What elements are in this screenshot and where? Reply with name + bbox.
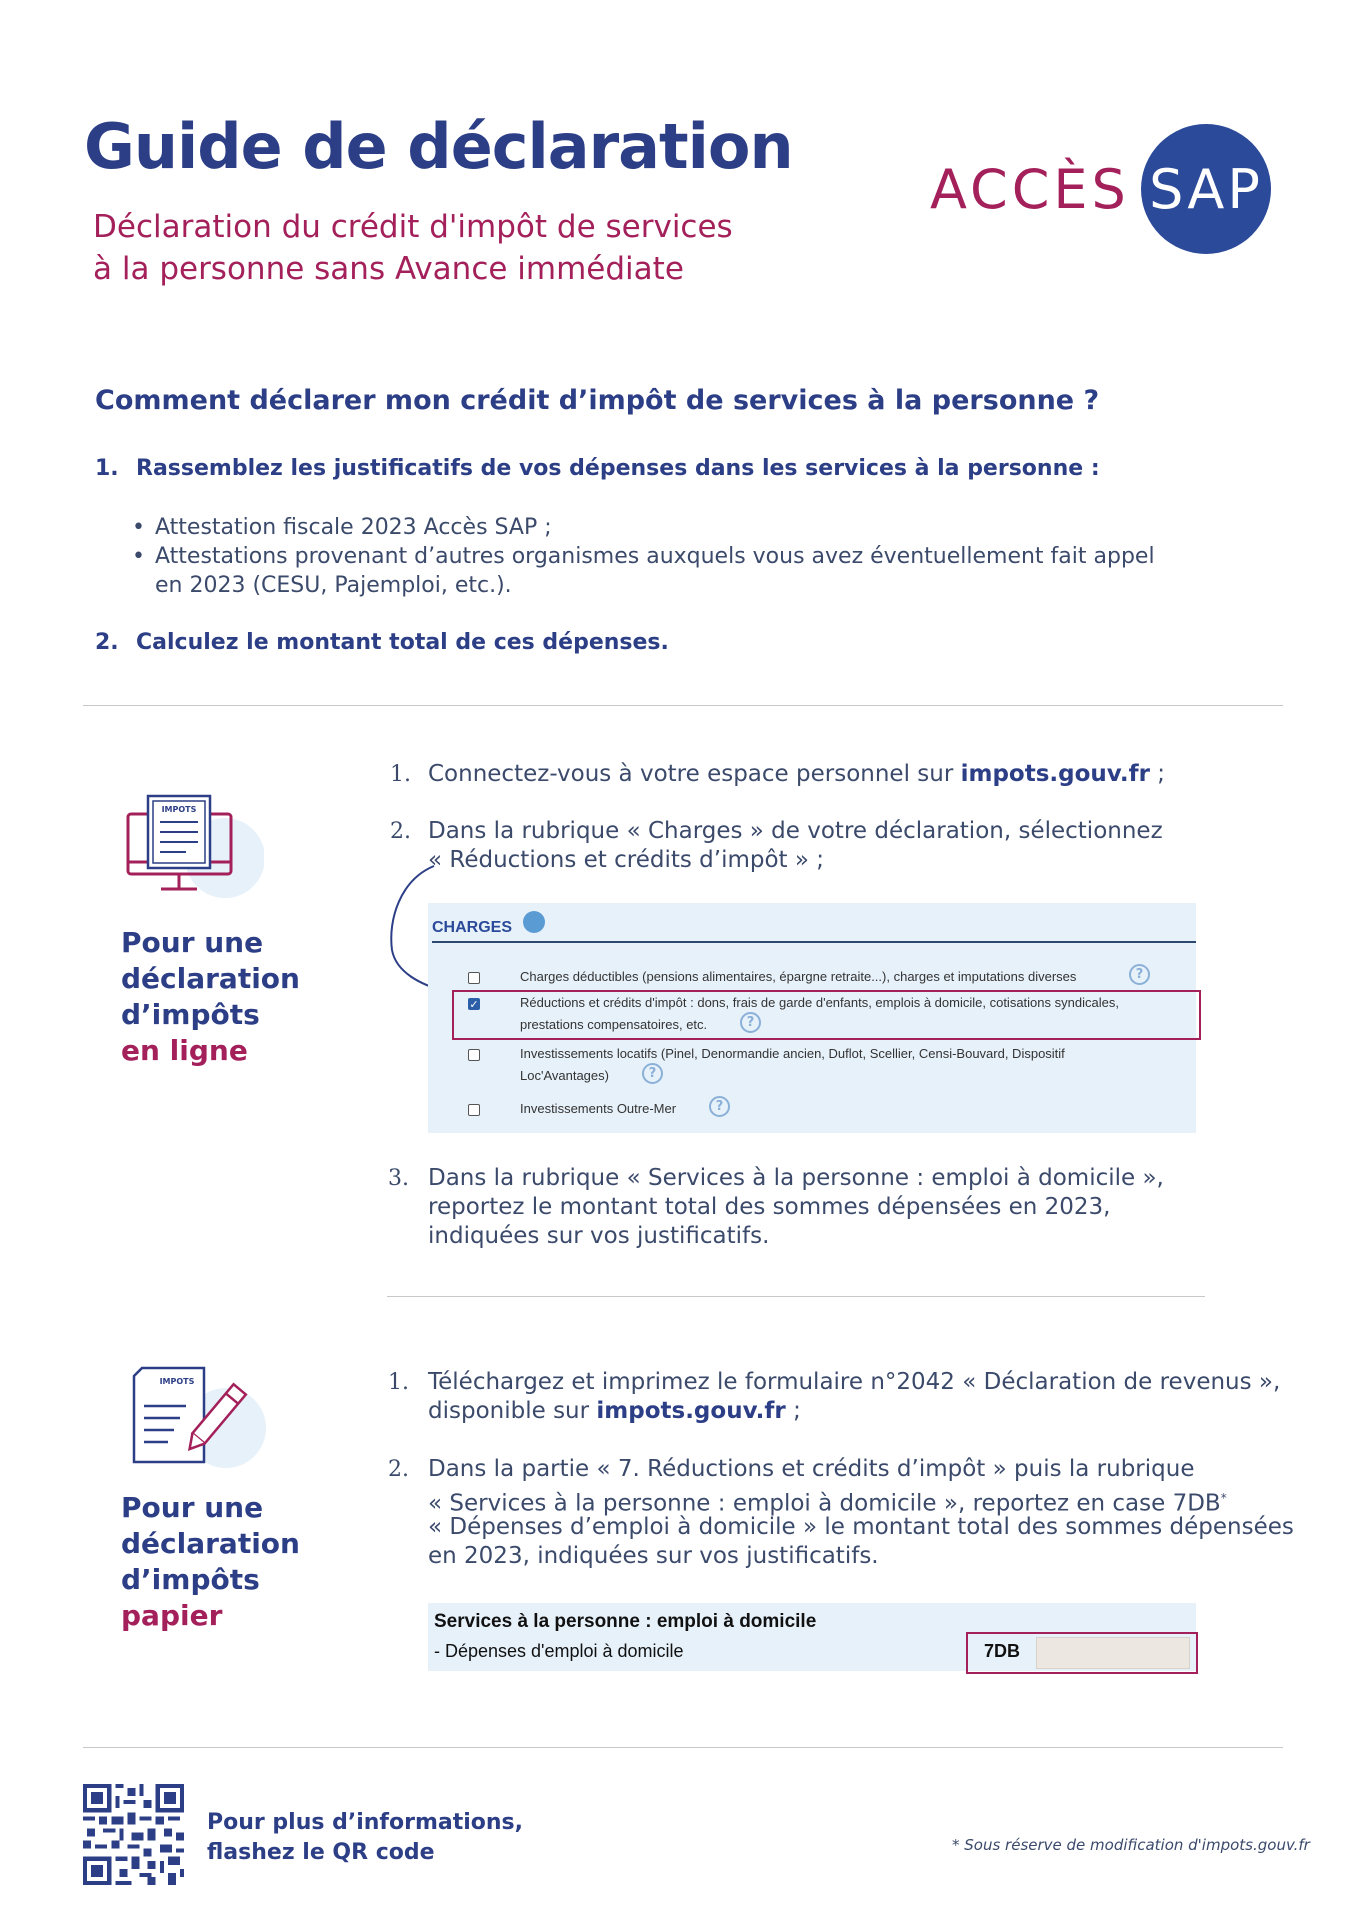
paper-step-1-end: ; [785, 1398, 801, 1424]
step-2-text: Calculez le montant total de ces dépenses. [136, 630, 669, 655]
checkbox-outre-mer[interactable] [468, 1104, 480, 1116]
form-7db-title: Services à la personne : emploi à domicile [434, 1611, 817, 1632]
bullet-dot-2: • [132, 544, 145, 569]
online-step-1-end: ; [1150, 761, 1166, 787]
logo-acces-text: ACCÈS [930, 158, 1130, 221]
paper-label-l1: Pour une [121, 1491, 264, 1524]
divider-2 [387, 1296, 1205, 1297]
qr-caption-line-2: flashez le QR code [207, 1840, 435, 1865]
paper-icon-label: IMPOTS [159, 1377, 195, 1386]
online-step-2-line-1: Dans la rubrique « Charges » de votre déclaration, sélectionnez [428, 818, 1163, 844]
online-step-1 [428, 760, 1165, 789]
online-label-accent: en ligne [121, 1034, 248, 1067]
checkbox-charges-deductibles[interactable] [468, 972, 480, 984]
online-step-3-number: 3. [388, 1166, 409, 1191]
checkbox-investissements-locatifs[interactable] [468, 1049, 480, 1061]
online-step-2-line-2: « Réductions et crédits d’impôt » ; [428, 847, 825, 873]
form-7db-subtitle: - Dépenses d'emploi à domicile [434, 1641, 684, 1661]
icon-label: IMPOTS [161, 805, 197, 814]
subtitle-line-1: Déclaration du crédit d'impôt de services [93, 209, 733, 245]
qr-code[interactable] [83, 1784, 184, 1885]
bullet-dot-1: • [132, 515, 145, 540]
charges-title: CHARGES [432, 919, 513, 936]
step-1-text: Rassemblez les justificatifs de vos dépenses dans les services à la personne : [136, 456, 1100, 481]
paper-impots-link[interactable]: impots.gouv.fr [596, 1398, 786, 1424]
row-locatifs-line-2: Loc'Avantages) [520, 1068, 609, 1083]
bullet-2-line-1: Attestations provenant d’autres organismes auxquels vous avez éventuellement fait appel [155, 544, 1155, 569]
form-7db-input[interactable] [1036, 1637, 1190, 1669]
subtitle-line-2: à la personne sans Avance immédiate [93, 251, 684, 287]
online-label-l3: d’impôts [121, 998, 260, 1031]
row-reductions-line-2: prestations compensatoires, etc. [520, 1017, 708, 1032]
paper-step-2-line-3: « Dépenses d’emploi à domicile » le montant total des sommes dépensées [428, 1514, 1294, 1540]
divider-3 [83, 1747, 1283, 1748]
paper-label [121, 1490, 300, 1634]
online-step-3-line-1: Dans la rubrique « Services à la personne : emploi à domicile », [428, 1165, 1164, 1191]
qr-caption [207, 1808, 523, 1868]
row-outre-mer: Investissements Outre-Mer [520, 1101, 677, 1116]
help-bubble-icon [523, 911, 545, 933]
help-icon-row2[interactable]: ? [740, 1012, 761, 1033]
paper-step-1-line-1: Téléchargez et imprimez le formulaire n°2042 « Déclaration de revenus », [428, 1369, 1281, 1395]
page-title: Guide de déclaration [84, 110, 793, 183]
online-step-3-line-2: reportez le montant total des sommes dépensées en 2023, [428, 1194, 1111, 1220]
footnote: * Sous réserve de modification d'impots.gouv.fr [952, 1836, 1310, 1854]
logo-sap-text: SAP [1149, 158, 1263, 221]
paper-step-2-line-4: en 2023, indiquées sur vos justificatifs. [428, 1543, 879, 1569]
step-1-number: 1. [95, 456, 119, 481]
row-reductions-line-1: Réductions et crédits d'impôt : dons, frais de garde d'enfants, emplois à domicile, cotisations syndicales, [520, 995, 1119, 1010]
online-step-2-number: 2. [390, 819, 411, 844]
footnote-marker: * [1220, 1491, 1227, 1505]
paper-step-2-line-1: Dans la partie « 7. Réductions et crédits d’impôt » puis la rubrique [428, 1456, 1195, 1482]
online-label [121, 925, 300, 1069]
paper-step-1-line-2 [428, 1397, 801, 1426]
online-label-l1: Pour une [121, 926, 264, 959]
computer-tax-icon [124, 790, 264, 910]
divider-1 [83, 705, 1283, 706]
help-icon-row1[interactable]: ? [1129, 964, 1150, 985]
row-charges-deductibles: Charges déductibles (pensions alimentaires, épargne retraite...), charges et imputations diverses [520, 969, 1077, 984]
charges-underline [432, 941, 1196, 943]
paper-label-l2: déclaration [121, 1527, 300, 1560]
page-subtitle [93, 206, 813, 290]
paper-form-icon [128, 1362, 268, 1482]
online-label-l2: déclaration [121, 962, 300, 995]
step-2-number: 2. [95, 630, 119, 655]
impots-link[interactable]: impots.gouv.fr [960, 761, 1150, 787]
reductions-highlight-frame [452, 990, 1201, 1040]
paper-step-1-line-2-text: disponible sur [428, 1398, 597, 1424]
online-step-1-text: Connectez-vous à votre espace personnel sur [428, 761, 961, 787]
help-icon-row3[interactable]: ? [642, 1063, 663, 1084]
section-heading: Comment déclarer mon crédit d’impôt de services à la personne ? [95, 385, 1100, 416]
paper-step-1-number: 1. [388, 1370, 409, 1395]
paper-step-2-line-2-text: « Services à la personne : emploi à domicile », reportez en case 7DB [428, 1490, 1221, 1517]
online-step-3-line-3: indiquées sur vos justificatifs. [428, 1223, 770, 1249]
paper-label-l3: d’impôts [121, 1563, 260, 1596]
qr-caption-line-1: Pour plus d’informations, [207, 1810, 524, 1835]
bullet-1: Attestation fiscale 2023 Accès SAP ; [155, 515, 552, 540]
online-step-1-number: 1. [390, 762, 411, 787]
paper-step-2-number: 2. [388, 1457, 409, 1482]
form-7db-code: 7DB [984, 1641, 1021, 1661]
bullet-2-line-2: en 2023 (CESU, Pajemploi, etc.). [155, 573, 512, 598]
row-locatifs-line-1: Investissements locatifs (Pinel, Denormandie ancien, Duflot, Scellier, Censi-Bouvard, Dispositif [520, 1046, 1065, 1061]
paper-label-accent: papier [121, 1599, 223, 1632]
help-icon-row4[interactable]: ? [709, 1096, 730, 1117]
